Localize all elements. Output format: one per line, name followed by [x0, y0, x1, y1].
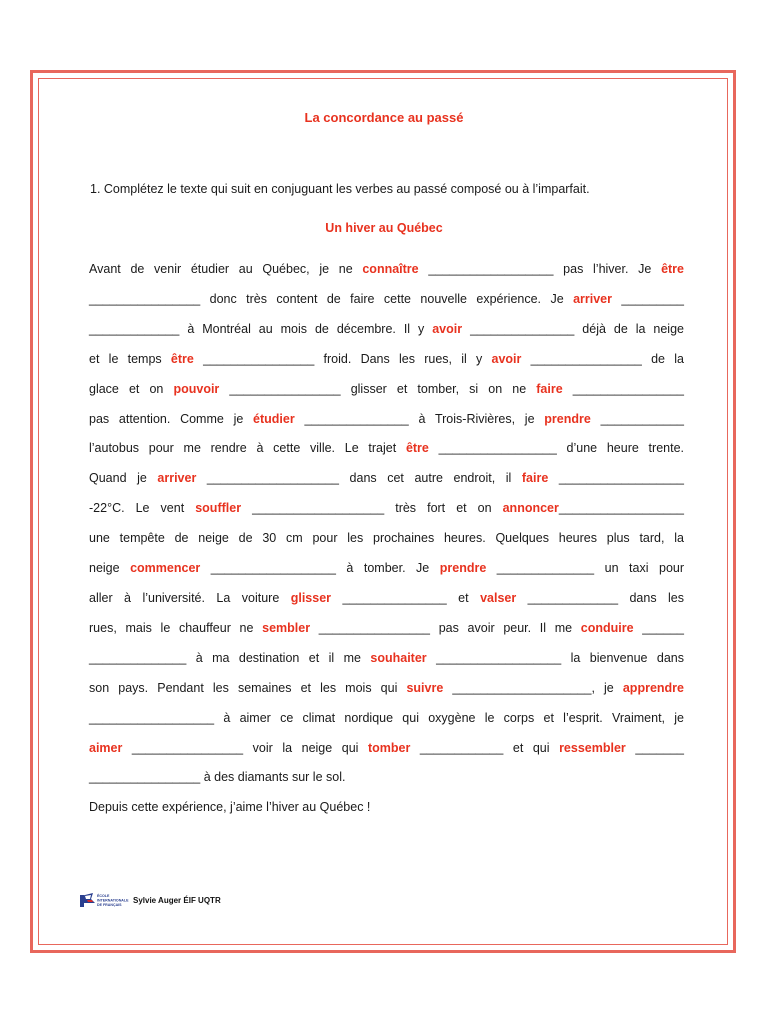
school-logo-icon	[79, 891, 129, 909]
verb-infinitive: arriver	[157, 471, 197, 486]
text-segment: ________________ donc très content de faire cette nouvelle expérience. Je	[89, 291, 574, 306]
text-line	[89, 345, 684, 375]
text-segment: __________________	[558, 501, 685, 516]
footer	[79, 891, 221, 909]
text-line	[89, 255, 684, 285]
verb-infinitive: ressembler	[559, 740, 626, 755]
verb-infinitive: sembler	[262, 620, 311, 635]
text-line	[89, 375, 684, 405]
text-segment: ____________ et qui	[410, 740, 560, 755]
text-segment: ____________________, je	[443, 680, 623, 695]
verb-infinitive: faire	[536, 381, 563, 396]
verb-infinitive: valser	[480, 590, 517, 605]
verb-infinitive: faire	[521, 471, 549, 486]
text-segment: __________________	[548, 471, 684, 486]
text-line	[89, 464, 684, 494]
verb-infinitive: tomber	[367, 740, 411, 755]
verb-infinitive: étudier	[253, 411, 295, 426]
text-segment: ________________ voir la neige qui	[122, 740, 368, 755]
text-segment: ___________________ très fort et on	[241, 501, 503, 516]
text-segment: __________________ à tomber. Je	[200, 561, 440, 576]
text-line	[89, 734, 684, 764]
text-segment: neige	[89, 561, 131, 576]
text-segment: _______________ déjà de la neige	[462, 321, 684, 336]
text-segment: glace et on	[89, 381, 174, 396]
svg-text:INTERNATIONALE: INTERNATIONALE	[97, 898, 129, 903]
text-line	[89, 614, 684, 644]
text-line	[89, 674, 684, 704]
page-title: La concordance au passé	[304, 110, 464, 125]
verb-infinitive: être	[405, 441, 429, 456]
text-segment: ____________	[590, 411, 684, 426]
text-segment: ________________ glisser et tomber, si on ne	[219, 381, 537, 396]
text-line	[89, 554, 684, 584]
verb-infinitive: conduire	[580, 620, 634, 635]
text-segment: ___________________ dans cet autre endroit, il	[196, 471, 522, 486]
text-line	[89, 285, 684, 315]
exercise-instruction: 1. Complétez le texte qui suit en conjuguant les verbes au passé composé ou à l’imparfait.	[90, 182, 590, 196]
text-segment: __________________ pas l’hiver. Je	[418, 262, 662, 276]
verb-infinitive: souffler	[195, 501, 242, 516]
verb-infinitive: glisser	[290, 590, 332, 605]
svg-text:ÉCOLE: ÉCOLE	[97, 894, 110, 898]
verb-infinitive: pouvoir	[173, 381, 220, 396]
verb-infinitive: aimer	[89, 740, 123, 755]
text-line	[89, 704, 684, 734]
text-line	[89, 763, 684, 793]
text-segment: aller à l’université. La voiture	[89, 590, 291, 605]
text-line	[89, 315, 684, 345]
verb-infinitive: arriver	[573, 291, 612, 306]
verb-infinitive: connaître	[362, 262, 419, 276]
text-segment: ______________ un taxi pour	[486, 561, 685, 576]
text-segment: _____________ dans les	[516, 590, 684, 605]
exercise-text	[89, 255, 684, 793]
text-segment: __________________ à aimer ce climat nordique qui oxygène le corps et l’esprit. Vraiment, je	[89, 710, 684, 725]
text-segment: son pays. Pendant les semaines et les mois qui	[89, 680, 407, 695]
verb-infinitive: être	[661, 262, 684, 276]
verb-infinitive: commencer	[130, 561, 201, 576]
text-line	[89, 524, 684, 554]
verb-infinitive: avoir	[491, 351, 522, 366]
verb-infinitive: apprendre	[622, 680, 684, 695]
text-segment: _____________ à Montréal au mois de décembre. Il y	[89, 321, 433, 336]
text-segment: ________________	[562, 381, 684, 396]
text-segment: pas attention. Comme je	[89, 411, 254, 426]
verb-infinitive: être	[170, 351, 194, 366]
text-segment: Quand je	[89, 471, 158, 486]
text-segment: _________________ d’une heure trente.	[428, 441, 684, 456]
verb-infinitive: souhaiter	[370, 650, 427, 665]
footer-credit: Sylvie Auger ÉIF UQTR	[133, 895, 221, 905]
text-segment: ______________ à ma destination et il me	[89, 650, 371, 665]
text-segment: _______________ et	[331, 590, 481, 605]
text-segment: rues, mais le chauffeur ne	[89, 620, 263, 635]
text-line	[89, 494, 684, 524]
text-segment: _________	[612, 291, 684, 306]
text-segment: ________________ froid. Dans les rues, il y	[193, 351, 492, 366]
text-segment: une tempête de neige de 30 cm pour les prochaines heures. Quelques heures plus tard, la	[89, 531, 684, 546]
text-segment: ________________ de la	[521, 351, 684, 366]
verb-infinitive: prendre	[544, 411, 591, 426]
text-segment: _______	[625, 740, 684, 755]
text-segment: ________________ pas avoir peur. Il me	[310, 620, 581, 635]
text-line	[89, 584, 684, 614]
text-line	[89, 644, 684, 674]
verb-infinitive: avoir	[432, 321, 463, 336]
text-segment: -22°C. Le vent	[89, 501, 196, 516]
verb-infinitive: suivre	[406, 680, 444, 695]
text-subtitle: Un hiver au Québec	[325, 221, 443, 235]
svg-text:DE FRANÇAIS: DE FRANÇAIS	[97, 903, 122, 907]
text-segment: ______	[633, 620, 684, 635]
text-line	[89, 434, 684, 464]
text-segment: et le temps	[89, 351, 171, 366]
text-segment: _______________ à Trois-Rivières, je	[294, 411, 545, 426]
text-segment: ________________ à des diamants sur le sol.	[89, 770, 346, 785]
text-segment: Avant de venir étudier au Québec, je ne	[89, 262, 363, 276]
text-segment: __________________ la bienvenue dans	[426, 650, 684, 665]
verb-infinitive: annoncer	[502, 501, 559, 516]
text-line	[89, 405, 684, 435]
closing-sentence: Depuis cette expérience, j’aime l’hiver au Québec !	[89, 800, 371, 814]
verb-infinitive: prendre	[439, 561, 487, 576]
text-segment: l’autobus pour me rendre à cette ville. Le trajet	[89, 441, 406, 456]
